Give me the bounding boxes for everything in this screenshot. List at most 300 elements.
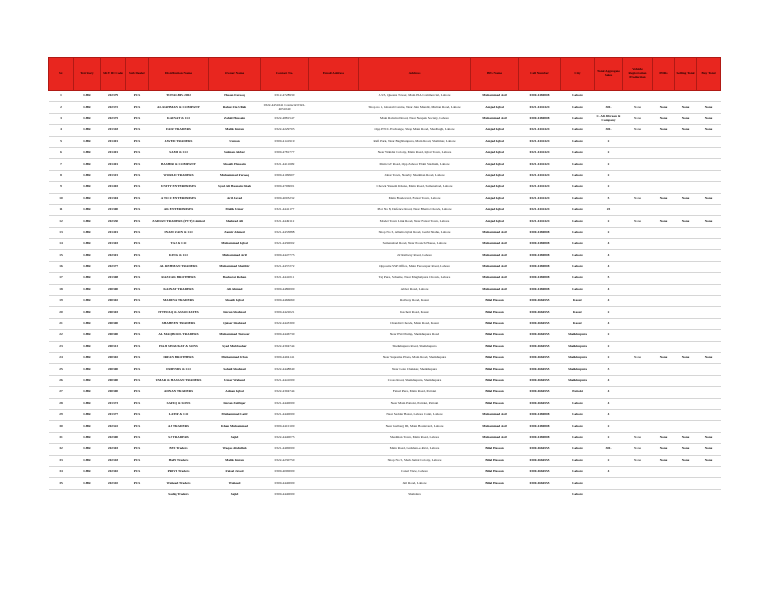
table-cell: Lahore [561, 193, 595, 204]
table-row [49, 455, 721, 466]
table-cell [309, 193, 359, 204]
table-row [49, 193, 721, 204]
table-cell: Sheikhupura [561, 375, 595, 386]
table-cell: AL MAQBOOL TRADERS [149, 330, 209, 341]
table-cell: Main Boulevard, Faisal Town, Lahore [359, 193, 471, 204]
table-cell [623, 227, 653, 238]
table-cell: 0300-4666555 [519, 318, 561, 329]
table-cell [471, 489, 519, 500]
table-cell: Sajid [209, 432, 261, 443]
table-cell: Lahore [561, 182, 595, 193]
table-cell: Shahdara [359, 489, 471, 500]
table-cell: PCS [126, 204, 149, 215]
table-cell [675, 364, 697, 375]
table-cell: 201300 [101, 204, 126, 215]
table-cell: Ali Ahmad [209, 284, 261, 295]
table-cell [675, 204, 697, 215]
table-cell: Lahore [561, 227, 595, 238]
table-cell [653, 204, 675, 215]
table-cell: 25 [49, 364, 74, 375]
table-cell: 202379 [101, 91, 126, 102]
column-header: Selling Total [675, 58, 697, 91]
table-row [49, 102, 721, 113]
table-cell: Amjad Iqbal [471, 125, 519, 136]
table-cell: Bilal Hassan [471, 466, 519, 477]
table-cell [697, 478, 721, 489]
table-cell: Near Wahdat Colony, Main Road, Iqbal Town, Lahore [359, 147, 471, 158]
table-cell [309, 409, 359, 420]
table-cell [697, 341, 721, 352]
table-cell: Model Town Link Road, Near Faisal Town, Lahore [359, 216, 471, 227]
table-cell: Chandni Chowk, Main Road, Kasur [359, 318, 471, 329]
table-cell: 2 [595, 455, 623, 466]
table-cell: Malik Umar [209, 204, 261, 215]
table-cell: 200300 [101, 284, 126, 295]
table-cell: 200300 [101, 364, 126, 375]
table-cell: Amjad Iqbal [471, 216, 519, 227]
table-cell [653, 170, 675, 181]
table-cell: Qaiser Shahzad [209, 318, 261, 329]
table-cell: Muhammad Asif [471, 432, 519, 443]
table-cell: Bilal Hassan [471, 444, 519, 455]
table-cell: Salman Akbar [209, 147, 261, 158]
table-row [49, 261, 721, 272]
table-row [49, 227, 721, 238]
table-cell [697, 182, 721, 193]
table-cell: 201318 [101, 125, 126, 136]
table-cell: 2 [595, 170, 623, 181]
table-cell: TOTALBPs 2002 [149, 91, 209, 102]
table-cell [101, 489, 126, 500]
table-cell: PCS [126, 91, 149, 102]
column-header: Owner Name [209, 58, 261, 91]
table-cell: Faisal Javed [209, 466, 261, 477]
table-cell: Near Gulberg III, Main Boulevard, Lahore [359, 421, 471, 432]
table-cell: 0300-4466660 [261, 296, 309, 307]
table-cell [675, 239, 697, 250]
table-cell: 0300-4440000 [261, 489, 309, 500]
table-cell [309, 352, 359, 363]
table-cell [675, 421, 697, 432]
table-cell [653, 91, 675, 102]
table-cell: Amjad Iqbal [471, 147, 519, 158]
table-cell: Lahore [561, 159, 595, 170]
table-cell: Zamir Ahmed [209, 227, 261, 238]
table-cell: 30 [49, 421, 74, 432]
table-cell: PCS [126, 330, 149, 341]
table-cell [653, 250, 675, 261]
table-cell [623, 182, 653, 193]
table-cell: Opp PTCL Exchange, Shop Main Road, Shadbagh, Lahore [359, 125, 471, 136]
table-cell [623, 147, 653, 158]
table-cell [309, 398, 359, 409]
table-cell: Kasur [561, 296, 595, 307]
table-cell [623, 273, 653, 284]
table-cell: LHR [74, 387, 101, 398]
table-cell: Near PSO Pump, Sheikhupura Road [359, 330, 471, 341]
table-cell: 0321-4442424 [519, 125, 561, 136]
table-cell: PCS [126, 387, 149, 398]
table-cell: 0300-4000000 [261, 466, 309, 477]
table-cell: 0300-4480808 [519, 284, 561, 295]
table-cell: None [623, 125, 653, 136]
table-cell: Lahore [561, 444, 595, 455]
table-cell: Muhammad Irfan [209, 352, 261, 363]
table-cell: 0321-4440000 [261, 409, 309, 420]
table-cell [675, 136, 697, 147]
table-cell: 0300-4666555 [519, 307, 561, 318]
table-cell [675, 284, 697, 295]
table-cell: 0300-4666555 [519, 387, 561, 398]
table-cell [623, 421, 653, 432]
table-cell [309, 489, 359, 500]
table-cell: 0322-4304744 [261, 387, 309, 398]
table-row [49, 250, 721, 261]
table-cell: 202301 [101, 250, 126, 261]
table-cell: LHR [74, 91, 101, 102]
table-cell [49, 489, 74, 500]
table-cell: 2 [595, 307, 623, 318]
table-cell: Bilal Hassan [471, 387, 519, 398]
table-cell: AL REHMAN TRADERS [149, 261, 209, 272]
table-cell: LHR [74, 204, 101, 215]
table-cell [519, 489, 561, 500]
table-cell [697, 91, 721, 102]
table-cell [623, 307, 653, 318]
table-cell: PCS [126, 193, 149, 204]
table-cell [309, 250, 359, 261]
table-cell: None [623, 113, 653, 124]
table-cell: LHR [74, 113, 101, 124]
table-cell: None [675, 193, 697, 204]
table-cell: None [653, 193, 675, 204]
table-cell: LHR [74, 330, 101, 341]
table-cell: 0300-4480808 [519, 227, 561, 238]
table-cell: Near Main Pattoki, Pattoki, Pattoki [359, 398, 471, 409]
table-cell: None [675, 352, 697, 363]
table-cell: Bilal Hassan [471, 398, 519, 409]
table-row [49, 296, 721, 307]
table-cell: 4 [595, 375, 623, 386]
table-cell: 201373 [101, 398, 126, 409]
column-header: PDRs [653, 58, 675, 91]
table-cell: 201401 [101, 136, 126, 147]
table-cell: 0300-4666555 [519, 341, 561, 352]
table-row [49, 204, 721, 215]
table-cell [675, 489, 697, 500]
table-cell: 0322-4448840 [261, 364, 309, 375]
table-cell: HAJI SHAUKAT & SONS [149, 341, 209, 352]
table-cell [653, 147, 675, 158]
table-cell [623, 387, 653, 398]
table-cell: None [653, 432, 675, 443]
table-cell: 10 [49, 193, 74, 204]
table-cell: UMAR & HASSAN TRADERS [149, 375, 209, 386]
table-row [49, 170, 721, 181]
table-cell: Lahore [561, 398, 595, 409]
table-cell: 0300-4666555 [519, 330, 561, 341]
table-cell [653, 489, 675, 500]
table-cell: Muhammad Asif [471, 239, 519, 250]
table-cell: None [653, 125, 675, 136]
table-cell: 0300-4480808 [519, 239, 561, 250]
table-cell: 201304 [101, 193, 126, 204]
table-cell: 0321-4430002 [261, 239, 309, 250]
table-cell: A TO Z ENTERPRISES [149, 193, 209, 204]
table-cell: LHR [74, 193, 101, 204]
table-cell: 0300-4666555 [519, 375, 561, 386]
table-cell: 4 [595, 409, 623, 420]
table-cell: None [697, 352, 721, 363]
table-cell: ITTEFAQ & ASSOCIATES [149, 307, 209, 318]
table-cell: 202377 [101, 261, 126, 272]
table-cell: Arif Javed [209, 193, 261, 204]
table-cell: 2 [49, 102, 74, 113]
table-cell: None [653, 102, 675, 113]
table-cell [623, 466, 653, 477]
table-cell: Samanabad Road, Near Poonch House, Lahore [359, 239, 471, 250]
table-cell: 3 [49, 113, 74, 124]
table-cell: None [623, 216, 653, 227]
table-cell: PCS [126, 307, 149, 318]
table-cell [623, 204, 653, 215]
table-cell: SAFIQ & SONS [149, 398, 209, 409]
table-cell: 0300-4141919 [261, 136, 309, 147]
table-cell: WORLD TRADERS [149, 170, 209, 181]
table-cell [309, 444, 359, 455]
table-cell: Sajid [209, 489, 261, 500]
table-cell: 0321-4442424 [519, 193, 561, 204]
table-cell [697, 250, 721, 261]
table-cell: 28 [49, 398, 74, 409]
table-cell: Muhammad Shabbir [209, 261, 261, 272]
table-cell [623, 296, 653, 307]
table-body [49, 91, 721, 501]
table-cell [309, 375, 359, 386]
table-cell: Kasur [561, 307, 595, 318]
table-cell: SHAHEEN TRADERS [149, 318, 209, 329]
table-cell [697, 387, 721, 398]
table-cell: LHR [74, 318, 101, 329]
table-cell: Muhammad Arif [209, 250, 261, 261]
table-cell: Lahore [561, 147, 595, 158]
table-cell: LHR [74, 273, 101, 284]
table-cell: KAINAT TRADERS [149, 284, 209, 295]
table-cell [675, 466, 697, 477]
table-cell [697, 159, 721, 170]
table-cell: None [697, 125, 721, 136]
table-cell [675, 307, 697, 318]
table-cell [653, 364, 675, 375]
table-cell: 0300-4480808 [519, 91, 561, 102]
table-cell: 0300-4199907 [261, 170, 309, 181]
table-cell [675, 91, 697, 102]
table-row [49, 387, 721, 398]
table-cell: Main Road, Gulshan-e-Ravi, Lahore [359, 444, 471, 455]
table-cell: Near Gole Chakkar, Sheikhupura [359, 364, 471, 375]
table-cell: PCS [126, 102, 149, 113]
table-cell [309, 239, 359, 250]
table-cell: 3 [595, 364, 623, 375]
table-cell [653, 136, 675, 147]
table-cell: Lahore [561, 273, 595, 284]
table-cell: 2 [595, 432, 623, 443]
table-cell: 202318 [101, 455, 126, 466]
table-cell: 13 [49, 227, 74, 238]
table-cell: 0322-4440073 [261, 432, 309, 443]
table-cell: PCS [126, 261, 149, 272]
table-cell [309, 307, 359, 318]
table-cell: 0322-4229703 [261, 125, 309, 136]
table-cell: Bilal Hassan [471, 455, 519, 466]
table-row [49, 421, 721, 432]
table-cell: Main Raiwind Road, Near Nespak Society, Lahore [359, 113, 471, 124]
table-cell [309, 421, 359, 432]
table-cell: Lahore [561, 125, 595, 136]
table-cell: 4 [595, 398, 623, 409]
table-cell [309, 113, 359, 124]
table-cell: 201377 [101, 409, 126, 420]
table-cell: Waheed Traders [149, 478, 209, 489]
table-cell: 0300-4447773 [261, 250, 309, 261]
table-cell: Lahore [561, 136, 595, 147]
table-cell: 14 [49, 239, 74, 250]
table-cell: Rafi Park, Near Baghbanpura, Main Road, Shalimar, Lahore [359, 136, 471, 147]
table-cell: PCS [126, 398, 149, 409]
table-cell: LHR [74, 250, 101, 261]
table-cell: 200300 [101, 330, 126, 341]
table-cell: 16 [49, 261, 74, 272]
table-cell: 5 [49, 136, 74, 147]
table-cell: 0321-4442424 [519, 147, 561, 158]
table-cell: Syed Mubbasher [209, 341, 261, 352]
table-cell [309, 364, 359, 375]
table-cell: 0321-4442424 [519, 102, 561, 113]
table-cell: PCS [126, 478, 149, 489]
table-cell: ZAIDAN TRADERS (PVT) Limited [149, 216, 209, 227]
table-cell [623, 409, 653, 420]
table-cell: LHR [74, 159, 101, 170]
table-cell: Lahore [561, 261, 595, 272]
table-cell [675, 227, 697, 238]
table-cell: 30L [595, 102, 623, 113]
table-cell [595, 489, 623, 500]
table-cell: 202372 [101, 102, 126, 113]
table-cell [623, 330, 653, 341]
table-cell [653, 307, 675, 318]
table-cell: Khan Muhammad [209, 421, 261, 432]
table-cell: Sheikhupura [561, 330, 595, 341]
table-cell [309, 125, 359, 136]
table-cell: Sheikhupura Road, Sheikhupura [359, 341, 471, 352]
table-cell: None [623, 455, 653, 466]
table-cell: 18 [49, 284, 74, 295]
table-cell: 201401 [101, 147, 126, 158]
table-cell [675, 147, 697, 158]
table-cell: 0300-4480808 [519, 273, 561, 284]
table-cell: 0300-4666555 [519, 444, 561, 455]
table-row [49, 147, 721, 158]
table-cell: Johar Town, Nearby Shadman Road, Lahore [359, 170, 471, 181]
table-cell: HaPi Traders [149, 455, 209, 466]
table-cell: Lahore [561, 432, 595, 443]
table-cell: 8 [49, 170, 74, 181]
table-cell [697, 364, 721, 375]
table-cell: 4 [595, 466, 623, 477]
table-cell: UNITY ENTERPRISES [149, 182, 209, 193]
table-cell: PCS [126, 375, 149, 386]
table-cell [697, 330, 721, 341]
table-cell: 0300-4480808 [519, 261, 561, 272]
table-cell: LHR [74, 444, 101, 455]
table-cell: 9 [49, 182, 74, 193]
table-cell: LHR [74, 170, 101, 181]
table-cell [623, 170, 653, 181]
table-cell [675, 375, 697, 386]
table-cell [309, 182, 359, 193]
table-cell: 6 [49, 147, 74, 158]
table-cell: 21 [49, 318, 74, 329]
table-cell: 200313 [101, 341, 126, 352]
distributor-table [48, 57, 721, 500]
table-cell: LHR [74, 261, 101, 272]
table-cell: Chowk Yateem Khana, Main Road, Samanabad, Lahore [359, 182, 471, 193]
table-cell [309, 136, 359, 147]
table-cell [653, 387, 675, 398]
table-cell: Bilal Hassan [471, 307, 519, 318]
table-cell [623, 136, 653, 147]
table-cell [675, 341, 697, 352]
table-cell: 0321-4440000 [261, 398, 309, 409]
table-cell [675, 318, 697, 329]
table-cell: None [623, 432, 653, 443]
table-cell: 0300-4480808 [519, 250, 561, 261]
table-cell: 4 [49, 125, 74, 136]
table-cell [697, 307, 721, 318]
table-cell: None [697, 432, 721, 443]
table-cell: LHR [74, 216, 101, 227]
header-row [49, 58, 721, 91]
table-cell: Rahat Zia Ullah [209, 102, 261, 113]
table-cell: Bilal Hassan [471, 296, 519, 307]
table-cell: 0300-4410100 [261, 421, 309, 432]
table-cell: Muhammad Tanveer [209, 330, 261, 341]
column-header: Territory [74, 58, 101, 91]
table-cell: PCS [126, 364, 149, 375]
table-cell [697, 466, 721, 477]
table-cell: 0322-4451641 Contact# 0322-4051040 [261, 102, 309, 113]
table-cell: None [697, 455, 721, 466]
table-cell: None [697, 102, 721, 113]
table-cell [309, 227, 359, 238]
table-cell: ADNAN TRADERS [149, 387, 209, 398]
table-cell: 4 [595, 261, 623, 272]
table-cell: PCS [126, 352, 149, 363]
table-cell: 0321-4442424 [519, 216, 561, 227]
table-cell: Lahore [561, 409, 595, 420]
table-cell [653, 273, 675, 284]
table-cell: 200302 [101, 296, 126, 307]
table-cell: 0321-4442424 [519, 182, 561, 193]
table-cell: 0300-4666555 [519, 398, 561, 409]
table-cell: 2 [595, 227, 623, 238]
table-cell: 201401 [101, 227, 126, 238]
table-cell [623, 375, 653, 386]
table-cell: 30L [595, 125, 623, 136]
table-cell: Syed Ali Hasnain Shah [209, 182, 261, 193]
table-cell [623, 364, 653, 375]
table-cell: PCS [126, 409, 149, 420]
